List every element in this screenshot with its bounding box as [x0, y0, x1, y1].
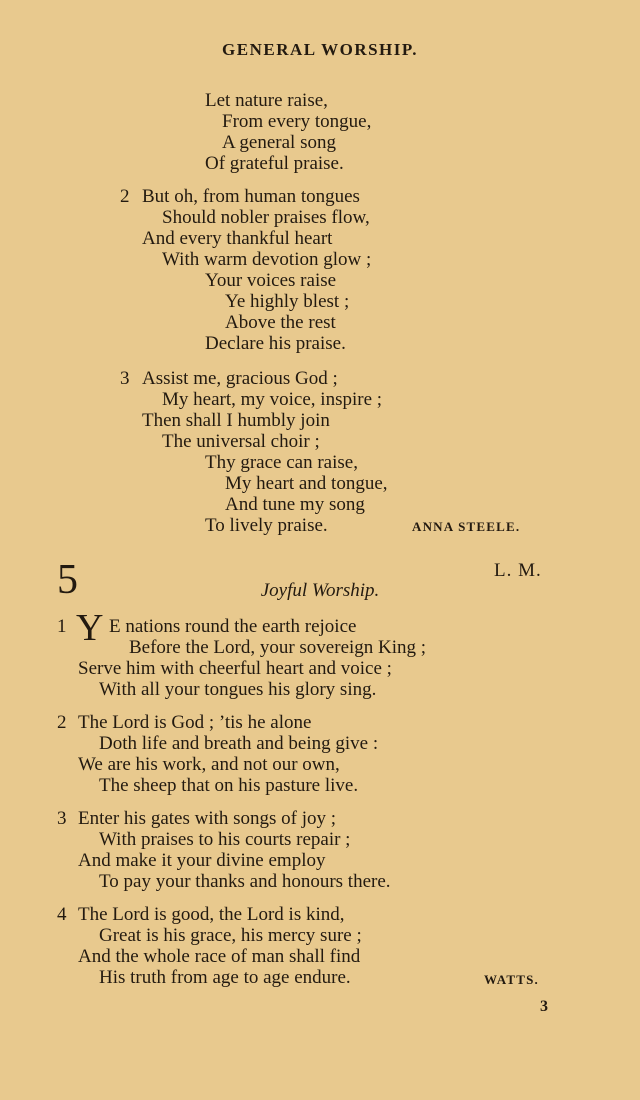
verse-line: Declare his praise.	[205, 333, 346, 354]
author-attribution: WATTS.	[484, 972, 540, 987]
verse-line: Should nobler praises flow,	[162, 207, 370, 228]
verse-line: Before the Lord, your sovereign King ;	[129, 637, 427, 658]
verse-line: Assist me, gracious God ;	[142, 368, 338, 389]
verse-line: But oh, from human tongues	[142, 186, 360, 207]
stanza-number: 1	[57, 616, 67, 637]
stanza-number: 2	[120, 186, 130, 207]
verse-line: With all your tongues his glory sing.	[99, 679, 377, 700]
verse-line: My heart and tongue,	[225, 473, 388, 494]
verse-line: We are his work, and not our own,	[78, 754, 340, 775]
verse-line: And make it your divine employ	[78, 850, 326, 871]
verse-line: To lively praise.	[205, 515, 328, 536]
stanza-number: 2	[57, 712, 67, 733]
verse-line: Then shall I humbly join	[142, 410, 330, 431]
verse-line: From every tongue,	[222, 111, 372, 132]
verse-line: Great is his grace, his mercy sure ;	[99, 925, 362, 946]
verse-line: Of grateful praise.	[205, 153, 344, 174]
page-number: 3	[540, 998, 548, 1015]
hymn-number: 5	[57, 557, 78, 603]
verse-line: My heart, my voice, inspire ;	[162, 389, 383, 410]
verse-line: Doth life and breath and being give :	[99, 733, 379, 754]
verse-line: And the whole race of man shall find	[78, 946, 361, 967]
verse-line: Enter his gates with songs of joy ;	[78, 808, 337, 829]
stanza-number: 3	[120, 368, 130, 389]
verse-line: His truth from age to age endure.	[99, 967, 351, 988]
stanza-number: 3	[57, 808, 67, 829]
hymn-meter: L. M.	[494, 560, 542, 581]
verse-line: The sheep that on his pasture live.	[99, 775, 359, 796]
verse-line: Serve him with cheerful heart and voice ;	[78, 658, 392, 679]
verse-line: And tune my song	[225, 494, 365, 515]
page-header: GENERAL WORSHIP.	[222, 40, 418, 59]
verse-line: A general song	[222, 132, 336, 153]
verse-line: And every thankful heart	[142, 228, 333, 249]
stanza-number: 4	[57, 904, 67, 925]
author-attribution: ANNA STEELE.	[412, 519, 521, 534]
verse-line: The Lord is God ; ’tis he alone	[78, 712, 312, 733]
drop-cap: Y	[76, 607, 104, 649]
verse-line: Thy grace can raise,	[205, 452, 358, 473]
verse-line: Your voices raise	[205, 270, 337, 291]
verse-line: Let nature raise,	[205, 90, 328, 111]
verse-line: Above the rest	[225, 312, 336, 333]
verse-line: With praises to his courts repair ;	[99, 829, 351, 850]
verse-line: E nations round the earth rejoice	[109, 616, 357, 637]
hymn-title: Joyful Worship.	[260, 580, 380, 601]
verse-line: To pay your thanks and honours there.	[99, 871, 391, 892]
verse-line: The Lord is good, the Lord is kind,	[78, 904, 345, 925]
verse-line: Ye highly blest ;	[225, 291, 350, 312]
verse-line: The universal choir ;	[162, 431, 320, 452]
verse-line: With warm devotion glow ;	[162, 249, 372, 270]
